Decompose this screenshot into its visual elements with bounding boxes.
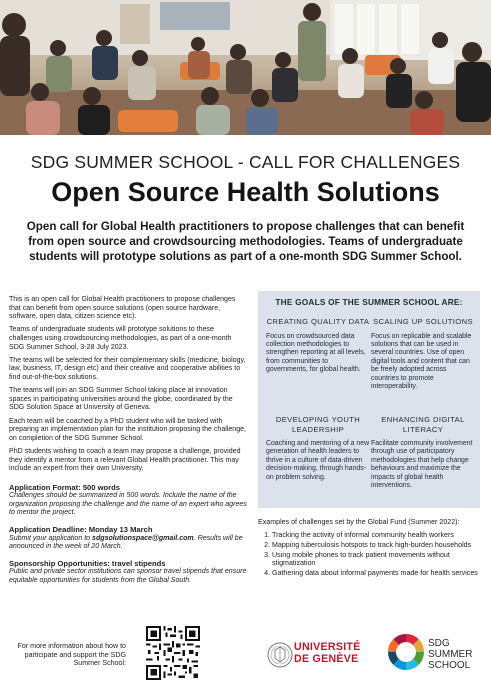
call-kicker: SDG SUMMER SCHOOL - CALL FOR CHALLENGES — [30, 152, 461, 172]
goals-box — [258, 291, 480, 508]
list-item: 3. Using mobile phones to track patient movements without stigmatization — [272, 551, 482, 568]
intro-paragraph: Each team will be coached by a PhD student who will be tasked with preparing an implementation plan for the institution proposing the challenge, on completion of the SDG Summer School. — [9, 417, 247, 442]
sponsorship-label: Sponsorship Opportunities: travel stipends — [9, 558, 166, 568]
goal-description: Coaching and mentoring of a new generation of health leaders to thrive in a culture of data-driven decision-making, through hands-on problem solving. — [266, 440, 370, 481]
workshop-photo-illustration — [0, 0, 491, 135]
intro-paragraph: The teams will join an SDG Summer School taking place at innovation spaces in participating universities around the globe, coordinated by the SDG Solution Space at University of Geneva. — [9, 387, 233, 412]
sdg-line-2: SUMMER — [428, 649, 473, 661]
header-photo — [0, 0, 491, 135]
format-text: Challenges should be summarized in 500 words. Include the name of the organization proposing the challenge and the name of an expert who agrees to mentor the project. — [9, 492, 247, 517]
intro-paragraph: PhD students wishing to coach a team may propose a challenge, provided they identify a mentor from a relevant Global Health practitioner. This may include an expert from their own University. — [9, 448, 241, 473]
list-item: 4. Gathering data about informal payments made for health services — [272, 569, 482, 578]
lead-paragraph: Open call for Global Health practitioners to propose challenges that can benefit from open source and crowdsourcing methodologies. Teams of undergraduate students will prototype solutions as part of a one-month SDG Summer School. — [26, 220, 465, 264]
list-item: 1. Tracking the activity of informal community health workers — [272, 531, 482, 540]
qr-code-icon[interactable] — [146, 626, 200, 680]
goal-heading: DEVELOPING YOUTH LEADERSHIP — [275, 415, 361, 434]
goal-heading: SCALING UP SOLUTIONS — [373, 317, 473, 326]
sdg-line-3: SCHOOL — [428, 660, 471, 672]
intro-paragraph: Teams of undergraduate students will prototype solutions to these challenges using crowdsourcing methodologies, as part of a one-month SDG Summer School, 3-28 July 2023. — [9, 326, 232, 351]
left-column — [9, 296, 247, 585]
application-email-link[interactable]: sdgsolutionspace@gmail.com — [92, 534, 194, 542]
list-item: 2. Mapping tuberculosis hotspots to track high-burden households — [272, 541, 482, 550]
sdg-line-1: SDG — [428, 638, 450, 649]
more-info-text: For more information about how to participate and support the SDG Summer School: — [17, 642, 126, 668]
examples-heading: Examples of challenges set by the Global Fund (Summer 2022): — [258, 518, 460, 526]
unige-line-2: DE GENÈVE — [294, 653, 359, 665]
format-label: Application Format: 500 words — [9, 482, 120, 492]
goal-creating-quality-data — [266, 317, 370, 375]
deadline-text — [9, 535, 247, 552]
unige-line-1: UNIVERSITÉ — [294, 641, 361, 653]
deadline-label: Application Deadline: Monday 13 March — [9, 525, 153, 535]
unige-logo-text — [294, 641, 361, 665]
goal-heading: CREATING QUALITY DATA — [266, 317, 370, 326]
goals-title: THE GOALS OF THE SUMMER SCHOOL ARE: — [275, 297, 463, 307]
sdg-logo-text — [428, 638, 472, 672]
sponsorship-text: Public and private sector institutions can sponsor travel stipends that ensure equitable opportunities for students from the Global South. — [9, 568, 247, 584]
goal-scaling-up-solutions — [371, 317, 475, 391]
intro-paragraph: This is an open call for Global Health practitioners to propose challenges that can benefit from open source solutions (open source hardware, software, open data, citizen science etc). — [9, 296, 236, 321]
goal-description: Facilitate community involvement through use of participatory methodologies that help change behaviours and maximize the impacts of global health interventions. — [371, 440, 473, 490]
goal-developing-youth-leadership — [266, 415, 370, 482]
page-title: Open Source Health Solutions — [51, 177, 440, 207]
examples-section — [258, 518, 482, 580]
goal-enhancing-digital-literacy — [371, 415, 475, 490]
sdg-wheel-icon — [386, 632, 426, 672]
deadline-text-post: . Results will be announced in the week of 20 March. — [9, 534, 243, 551]
examples-list — [258, 531, 482, 578]
intro-paragraph: The teams will be selected for their complementary skills (medicine, biology, law, business, IT, design etc) and their creative and cooperative abilities to find out-of-the-box solutions. — [9, 356, 246, 381]
goal-description: Focus on replicable and scalable solutions that can be used in several countries. Use of open digital tools and content that can be freely adopted across countries to promote interoperability. — [371, 332, 472, 390]
deadline-text-pre: Submit your application to — [9, 534, 93, 542]
goal-description: Focus on crowdsourced data collection methodologies to strengthen reporting at all levels, from communities to governments, for global health. — [266, 332, 366, 374]
goal-heading: ENHANCING DIGITAL LITERACY — [381, 415, 465, 434]
